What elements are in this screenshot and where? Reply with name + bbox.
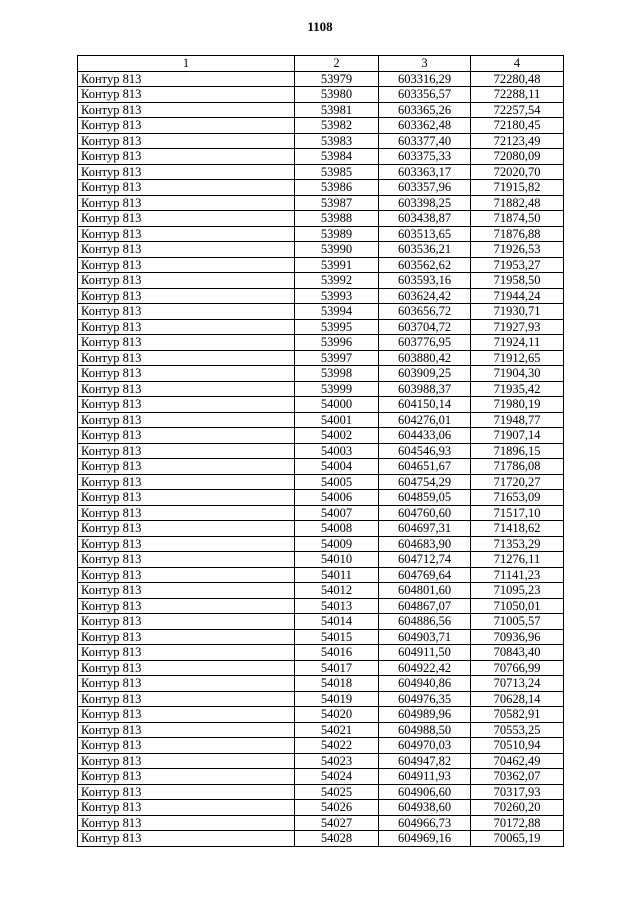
contour-name-cell: Контур 813 (78, 350, 295, 366)
column-header-4: 4 (471, 56, 564, 72)
point-number-cell: 53986 (295, 180, 379, 196)
table-row (78, 180, 564, 196)
point-number-cell: 54013 (295, 598, 379, 614)
table-row (78, 722, 564, 738)
page-number: 1108 (307, 19, 333, 34)
table-row (78, 428, 564, 444)
contour-name-cell: Контур 813 (78, 397, 295, 413)
point-number-cell: 54014 (295, 614, 379, 630)
contour-name-cell: Контур 813 (78, 769, 295, 785)
table-row (78, 521, 564, 537)
contour-name-cell: Контур 813 (78, 552, 295, 568)
table-row (78, 288, 564, 304)
y-coordinate-cell: 71958,50 (471, 273, 564, 289)
x-coordinate-cell: 604276,01 (379, 412, 471, 428)
table-row (78, 660, 564, 676)
table-row (78, 614, 564, 630)
y-coordinate-cell: 72180,45 (471, 118, 564, 134)
x-coordinate-cell: 604651,67 (379, 459, 471, 475)
point-number-cell: 53989 (295, 226, 379, 242)
x-coordinate-cell: 604989,96 (379, 707, 471, 723)
x-coordinate-cell: 603377,40 (379, 133, 471, 149)
y-coordinate-cell: 72080,09 (471, 149, 564, 165)
point-number-cell: 54020 (295, 707, 379, 723)
x-coordinate-cell: 603909,25 (379, 366, 471, 382)
y-coordinate-cell: 72280,48 (471, 71, 564, 87)
point-number-cell: 54021 (295, 722, 379, 738)
y-coordinate-cell: 71882,48 (471, 195, 564, 211)
contour-name-cell: Контур 813 (78, 211, 295, 227)
y-coordinate-cell: 71948,77 (471, 412, 564, 428)
x-coordinate-cell: 604754,29 (379, 474, 471, 490)
point-number-cell: 54001 (295, 412, 379, 428)
table-row (78, 118, 564, 134)
point-number-cell: 53985 (295, 164, 379, 180)
point-number-cell: 53991 (295, 257, 379, 273)
point-number-cell: 54011 (295, 567, 379, 583)
point-number-cell: 53982 (295, 118, 379, 134)
contour-name-cell: Контур 813 (78, 133, 295, 149)
y-coordinate-cell: 71944,24 (471, 288, 564, 304)
y-coordinate-cell: 71924,11 (471, 335, 564, 351)
x-coordinate-cell: 604769,64 (379, 567, 471, 583)
y-coordinate-cell: 71896,15 (471, 443, 564, 459)
contour-name-cell: Контур 813 (78, 273, 295, 289)
contour-name-cell: Контур 813 (78, 164, 295, 180)
y-coordinate-cell: 72257,54 (471, 102, 564, 118)
y-coordinate-cell: 72020,70 (471, 164, 564, 180)
y-coordinate-cell: 71353,29 (471, 536, 564, 552)
point-number-cell: 54016 (295, 645, 379, 661)
point-number-cell: 54022 (295, 738, 379, 754)
x-coordinate-cell: 603375,33 (379, 149, 471, 165)
table-header (78, 56, 564, 72)
y-coordinate-cell: 71912,65 (471, 350, 564, 366)
y-coordinate-cell: 72288,11 (471, 87, 564, 103)
x-coordinate-cell: 603316,29 (379, 71, 471, 87)
table-row (78, 583, 564, 599)
table-row (78, 226, 564, 242)
point-number-cell: 54003 (295, 443, 379, 459)
y-coordinate-cell: 71141,23 (471, 567, 564, 583)
table-row (78, 102, 564, 118)
contour-name-cell: Контур 813 (78, 800, 295, 816)
y-coordinate-cell: 70510,94 (471, 738, 564, 754)
point-number-cell: 54018 (295, 676, 379, 692)
y-coordinate-cell: 71874,50 (471, 211, 564, 227)
contour-name-cell: Контур 813 (78, 195, 295, 211)
contour-name-cell: Контур 813 (78, 381, 295, 397)
contour-name-cell: Контур 813 (78, 149, 295, 165)
point-number-cell: 54025 (295, 784, 379, 800)
y-coordinate-cell: 70713,24 (471, 676, 564, 692)
x-coordinate-cell: 603624,42 (379, 288, 471, 304)
table-row (78, 831, 564, 847)
y-coordinate-cell: 70065,19 (471, 831, 564, 847)
point-number-cell: 53996 (295, 335, 379, 351)
contour-name-cell: Контур 813 (78, 521, 295, 537)
x-coordinate-cell: 604911,50 (379, 645, 471, 661)
point-number-cell: 54027 (295, 815, 379, 831)
table-row (78, 645, 564, 661)
x-coordinate-cell: 604760,60 (379, 505, 471, 521)
table-row (78, 490, 564, 506)
point-number-cell: 54012 (295, 583, 379, 599)
table-row (78, 195, 564, 211)
y-coordinate-cell: 71517,10 (471, 505, 564, 521)
x-coordinate-cell: 603880,42 (379, 350, 471, 366)
contour-name-cell: Контур 813 (78, 490, 295, 506)
contour-name-cell: Контур 813 (78, 102, 295, 118)
point-number-cell: 53999 (295, 381, 379, 397)
table-row (78, 800, 564, 816)
table-row (78, 412, 564, 428)
x-coordinate-cell: 603365,26 (379, 102, 471, 118)
y-coordinate-cell: 70936,96 (471, 629, 564, 645)
y-coordinate-cell: 71930,71 (471, 304, 564, 320)
x-coordinate-cell: 604150,14 (379, 397, 471, 413)
y-coordinate-cell: 71935,42 (471, 381, 564, 397)
table-row (78, 552, 564, 568)
x-coordinate-cell: 603593,16 (379, 273, 471, 289)
x-coordinate-cell: 603363,17 (379, 164, 471, 180)
x-coordinate-cell: 604988,50 (379, 722, 471, 738)
table-body (78, 71, 564, 846)
point-number-cell: 53979 (295, 71, 379, 87)
contour-name-cell: Контур 813 (78, 676, 295, 692)
contour-name-cell: Контур 813 (78, 428, 295, 444)
y-coordinate-cell: 70628,14 (471, 691, 564, 707)
contour-name-cell: Контур 813 (78, 707, 295, 723)
column-header-1: 1 (78, 56, 295, 72)
point-number-cell: 54008 (295, 521, 379, 537)
x-coordinate-cell: 604867,07 (379, 598, 471, 614)
table-row (78, 350, 564, 366)
x-coordinate-cell: 604546,93 (379, 443, 471, 459)
table-row (78, 366, 564, 382)
table-row (78, 753, 564, 769)
contour-name-cell: Контур 813 (78, 815, 295, 831)
point-number-cell: 53995 (295, 319, 379, 335)
y-coordinate-cell: 70172,88 (471, 815, 564, 831)
y-coordinate-cell: 71907,14 (471, 428, 564, 444)
y-coordinate-cell: 71904,30 (471, 366, 564, 382)
y-coordinate-cell: 71915,82 (471, 180, 564, 196)
point-number-cell: 53998 (295, 366, 379, 382)
table-row (78, 707, 564, 723)
table-row (78, 815, 564, 831)
table-row (78, 257, 564, 273)
y-coordinate-cell: 71276,11 (471, 552, 564, 568)
x-coordinate-cell: 604712,74 (379, 552, 471, 568)
contour-name-cell: Контур 813 (78, 536, 295, 552)
contour-name-cell: Контур 813 (78, 118, 295, 134)
point-number-cell: 54006 (295, 490, 379, 506)
x-coordinate-cell: 603513,65 (379, 226, 471, 242)
point-number-cell: 53981 (295, 102, 379, 118)
point-number-cell: 54015 (295, 629, 379, 645)
point-number-cell: 54010 (295, 552, 379, 568)
contour-name-cell: Контур 813 (78, 614, 295, 630)
table-row (78, 242, 564, 258)
y-coordinate-cell: 71927,93 (471, 319, 564, 335)
point-number-cell: 53980 (295, 87, 379, 103)
x-coordinate-cell: 604903,71 (379, 629, 471, 645)
table-row (78, 598, 564, 614)
point-number-cell: 54023 (295, 753, 379, 769)
table-row (78, 87, 564, 103)
table-row (78, 629, 564, 645)
table-row (78, 459, 564, 475)
point-number-cell: 53992 (295, 273, 379, 289)
table-row (78, 164, 564, 180)
contour-name-cell: Контур 813 (78, 335, 295, 351)
contour-name-cell: Контур 813 (78, 784, 295, 800)
point-number-cell: 53994 (295, 304, 379, 320)
point-number-cell: 53983 (295, 133, 379, 149)
contour-name-cell: Контур 813 (78, 71, 295, 87)
contour-name-cell: Контур 813 (78, 722, 295, 738)
point-number-cell: 54028 (295, 831, 379, 847)
y-coordinate-cell: 71095,23 (471, 583, 564, 599)
y-coordinate-cell: 71418,62 (471, 521, 564, 537)
x-coordinate-cell: 604886,56 (379, 614, 471, 630)
y-coordinate-cell: 71786,08 (471, 459, 564, 475)
contour-name-cell: Контур 813 (78, 304, 295, 320)
table-row (78, 211, 564, 227)
contour-name-cell: Контур 813 (78, 443, 295, 459)
x-coordinate-cell: 604801,60 (379, 583, 471, 599)
table-row (78, 784, 564, 800)
table-row (78, 505, 564, 521)
header-row (78, 56, 564, 72)
contour-name-cell: Контур 813 (78, 505, 295, 521)
x-coordinate-cell: 604697,31 (379, 521, 471, 537)
x-coordinate-cell: 603398,25 (379, 195, 471, 211)
x-coordinate-cell: 603362,48 (379, 118, 471, 134)
point-number-cell: 54019 (295, 691, 379, 707)
x-coordinate-cell: 604969,16 (379, 831, 471, 847)
point-number-cell: 53984 (295, 149, 379, 165)
table-row (78, 567, 564, 583)
y-coordinate-cell: 70553,25 (471, 722, 564, 738)
x-coordinate-cell: 604947,82 (379, 753, 471, 769)
y-coordinate-cell: 71050,01 (471, 598, 564, 614)
x-coordinate-cell: 603776,95 (379, 335, 471, 351)
x-coordinate-cell: 603562,62 (379, 257, 471, 273)
x-coordinate-cell: 604859,05 (379, 490, 471, 506)
x-coordinate-cell: 603357,96 (379, 180, 471, 196)
table-row (78, 149, 564, 165)
point-number-cell: 53990 (295, 242, 379, 258)
table-row (78, 738, 564, 754)
point-number-cell: 54004 (295, 459, 379, 475)
y-coordinate-cell: 71720,27 (471, 474, 564, 490)
contour-name-cell: Контур 813 (78, 831, 295, 847)
contour-name-cell: Контур 813 (78, 288, 295, 304)
column-header-2: 2 (295, 56, 379, 72)
contour-name-cell: Контур 813 (78, 319, 295, 335)
point-number-cell: 53993 (295, 288, 379, 304)
contour-name-cell: Контур 813 (78, 474, 295, 490)
x-coordinate-cell: 604966,73 (379, 815, 471, 831)
table-row (78, 381, 564, 397)
y-coordinate-cell: 70317,93 (471, 784, 564, 800)
table-row (78, 397, 564, 413)
x-coordinate-cell: 603988,37 (379, 381, 471, 397)
y-coordinate-cell: 71980,19 (471, 397, 564, 413)
contour-name-cell: Контур 813 (78, 645, 295, 661)
point-number-cell: 53987 (295, 195, 379, 211)
x-coordinate-cell: 603438,87 (379, 211, 471, 227)
contour-name-cell: Контур 813 (78, 738, 295, 754)
y-coordinate-cell: 71926,53 (471, 242, 564, 258)
contour-name-cell: Контур 813 (78, 87, 295, 103)
table-row (78, 443, 564, 459)
y-coordinate-cell: 71876,88 (471, 226, 564, 242)
y-coordinate-cell: 71953,27 (471, 257, 564, 273)
column-header-3: 3 (379, 56, 471, 72)
point-number-cell: 53988 (295, 211, 379, 227)
contour-name-cell: Контур 813 (78, 366, 295, 382)
contour-name-cell: Контур 813 (78, 567, 295, 583)
point-number-cell: 54007 (295, 505, 379, 521)
y-coordinate-cell: 71005,57 (471, 614, 564, 630)
y-coordinate-cell: 72123,49 (471, 133, 564, 149)
table-row (78, 536, 564, 552)
table-row (78, 71, 564, 87)
point-number-cell: 54002 (295, 428, 379, 444)
y-coordinate-cell: 70462,49 (471, 753, 564, 769)
table-row (78, 273, 564, 289)
table-row (78, 335, 564, 351)
y-coordinate-cell: 70582,91 (471, 707, 564, 723)
contour-name-cell: Контур 813 (78, 412, 295, 428)
point-number-cell: 54000 (295, 397, 379, 413)
y-coordinate-cell: 70843,40 (471, 645, 564, 661)
x-coordinate-cell: 603356,57 (379, 87, 471, 103)
x-coordinate-cell: 604433,06 (379, 428, 471, 444)
coordinates-table (77, 55, 564, 847)
point-number-cell: 54026 (295, 800, 379, 816)
contour-name-cell: Контур 813 (78, 598, 295, 614)
point-number-cell: 54009 (295, 536, 379, 552)
table-row (78, 304, 564, 320)
y-coordinate-cell: 71653,09 (471, 490, 564, 506)
table-row (78, 474, 564, 490)
x-coordinate-cell: 604938,60 (379, 800, 471, 816)
table-row (78, 769, 564, 785)
table-row (78, 133, 564, 149)
point-number-cell: 54005 (295, 474, 379, 490)
contour-name-cell: Контур 813 (78, 660, 295, 676)
x-coordinate-cell: 604940,86 (379, 676, 471, 692)
y-coordinate-cell: 70362,07 (471, 769, 564, 785)
point-number-cell: 54024 (295, 769, 379, 785)
x-coordinate-cell: 603704,72 (379, 319, 471, 335)
x-coordinate-cell: 604683,90 (379, 536, 471, 552)
contour-name-cell: Контур 813 (78, 226, 295, 242)
contour-name-cell: Контур 813 (78, 257, 295, 273)
table-row (78, 676, 564, 692)
x-coordinate-cell: 604970,03 (379, 738, 471, 754)
contour-name-cell: Контур 813 (78, 242, 295, 258)
contour-name-cell: Контур 813 (78, 691, 295, 707)
x-coordinate-cell: 603656,72 (379, 304, 471, 320)
x-coordinate-cell: 603536,21 (379, 242, 471, 258)
x-coordinate-cell: 604911,93 (379, 769, 471, 785)
x-coordinate-cell: 604976,35 (379, 691, 471, 707)
y-coordinate-cell: 70766,99 (471, 660, 564, 676)
y-coordinate-cell: 70260,20 (471, 800, 564, 816)
table-row (78, 319, 564, 335)
table-row (78, 691, 564, 707)
contour-name-cell: Контур 813 (78, 583, 295, 599)
point-number-cell: 54017 (295, 660, 379, 676)
x-coordinate-cell: 604906,60 (379, 784, 471, 800)
contour-name-cell: Контур 813 (78, 629, 295, 645)
x-coordinate-cell: 604922,42 (379, 660, 471, 676)
contour-name-cell: Контур 813 (78, 753, 295, 769)
contour-name-cell: Контур 813 (78, 459, 295, 475)
point-number-cell: 53997 (295, 350, 379, 366)
contour-name-cell: Контур 813 (78, 180, 295, 196)
